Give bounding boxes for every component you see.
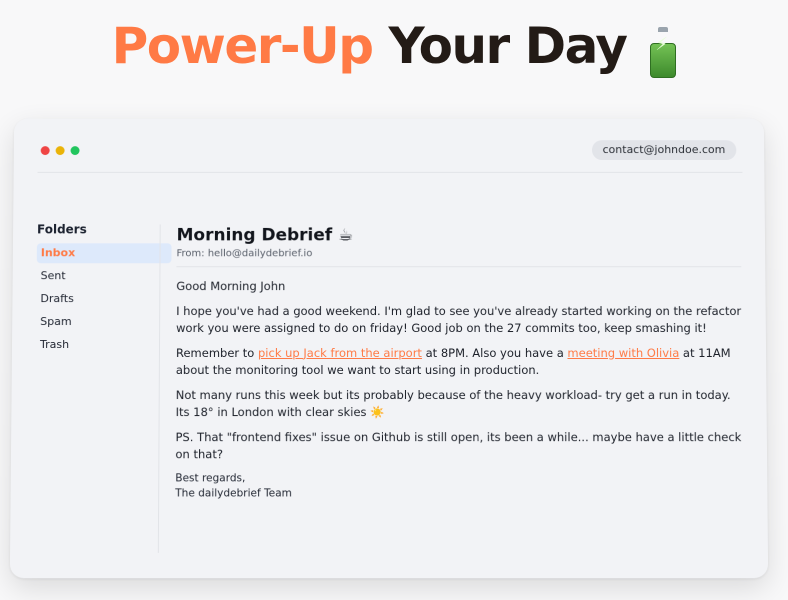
sidebar-item-inbox[interactable]: Inbox	[37, 243, 172, 263]
maximize-dot[interactable]	[71, 146, 80, 155]
window-controls	[41, 146, 80, 155]
text-segment: Remember to	[175, 345, 259, 360]
email-body	[175, 278, 747, 464]
close-dot[interactable]	[41, 146, 50, 155]
folders-heading: Folders	[36, 222, 87, 237]
sidebar-item-spam[interactable]: Spam	[40, 315, 72, 329]
hero-rest: Your Day	[388, 17, 627, 75]
minimize-dot[interactable]	[56, 146, 65, 155]
sidebar-item-trash[interactable]: Trash	[39, 338, 70, 351]
email-paragraph: I hope you've had a good weekend. I'm glad to see you've already started working on the refactor work you were assigned to do on friday! Good job on the 27 commits too, keep smashing it!	[176, 303, 742, 336]
email-view	[175, 223, 747, 501]
hero-accent: Power-Up	[111, 17, 373, 75]
text-segment: at 11AM about the monitoring tool we want to start using in production.	[175, 345, 731, 378]
battery-icon: ⚡	[650, 27, 676, 67]
mail-window	[10, 118, 768, 578]
email-signature	[175, 471, 747, 501]
sidebar-item-drafts[interactable]: Drafts	[40, 292, 74, 306]
email-subject: Morning Debrief ☕	[176, 225, 354, 246]
email-from: From: hello@dailydebrief.io	[176, 248, 313, 260]
signature-line: The dailydebrief Team	[175, 486, 292, 499]
email-divider	[176, 266, 741, 267]
folder-sidebar	[36, 222, 172, 358]
email-paragraph: Not many runs this week but its probably because of the heavy workload- try get a run in today. Its 18° in London with clear skies ☀️	[175, 387, 731, 420]
airport-link[interactable]: pick up Jack from the airport	[257, 345, 422, 360]
signature-line: Best regards,	[175, 471, 246, 484]
text-segment: at 8PM. Also you have a	[421, 345, 568, 360]
email-paragraph: PS. That "frontend fixes" issue on Github is still open, its been a while... maybe have a little check on that?	[175, 429, 742, 462]
contact-badge[interactable]: contact@johndoe.com	[592, 140, 737, 160]
meeting-link[interactable]: meeting with Olivia	[567, 345, 680, 360]
header-divider	[38, 172, 743, 173]
sidebar-item-sent[interactable]: Sent	[40, 269, 66, 283]
email-greeting: Good Morning John	[176, 279, 286, 294]
hero-title	[0, 14, 788, 78]
email-paragraph	[176, 345, 746, 380]
